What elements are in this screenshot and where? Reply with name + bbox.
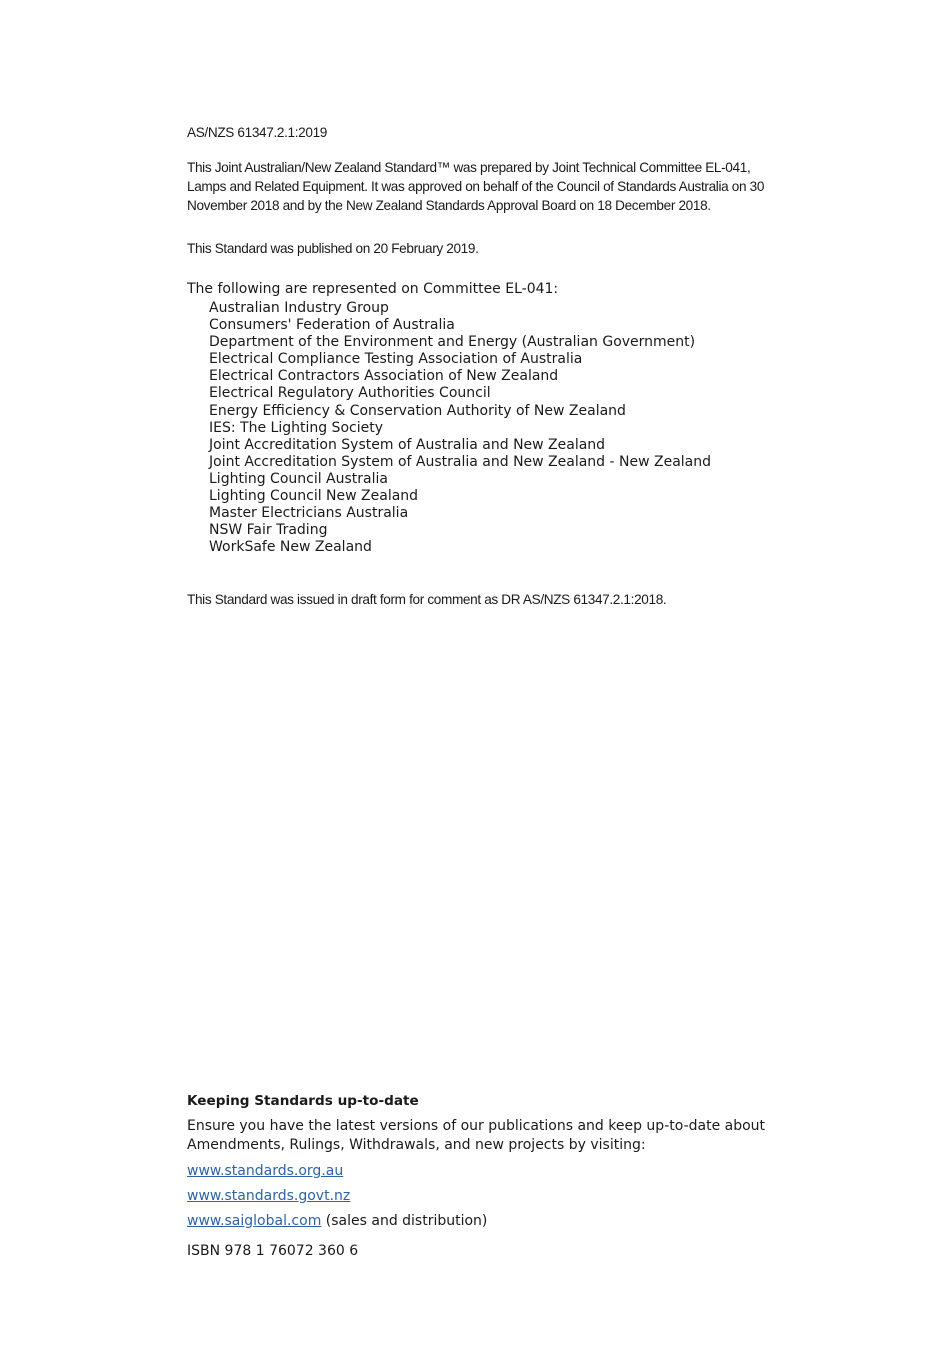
link-line-standards-nz [187, 1188, 350, 1204]
link-line-standards-au [187, 1163, 343, 1179]
committee-member: IES: The Lighting Society [209, 419, 383, 436]
document-code: AS/NZS 61347.2.1:2019 [187, 125, 328, 140]
committee-member: Australian Industry Group [209, 300, 389, 316]
keeping-up-to-date-text: Ensure you have the latest versions of our publications and keep up-to-date about Amendments, Rulings, Withdrawals, and new projects by visiting: [187, 1118, 766, 1153]
draft-statement: This Standard was issued in draft form for comment as DR AS/NZS 61347.2.1:2018. [187, 592, 667, 607]
committee-member: WorkSafe New Zealand [209, 539, 372, 556]
committee-member: Joint Accreditation System of Australia and New Zealand [209, 436, 606, 453]
committee-member: Lighting Council Australia [209, 470, 388, 487]
committee-member: Electrical Compliance Testing Association of Australia [209, 351, 583, 368]
committee-member: Electrical Contractors Association of New Zealand [209, 368, 559, 385]
committee-member: Joint Accreditation System of Australia and New Zealand - New Zealand [209, 453, 712, 470]
standards-au-link[interactable]: www.standards.org.au [187, 1163, 344, 1179]
standards-nz-link[interactable]: www.standards.govt.nz [187, 1188, 351, 1204]
saiglobal-suffix: (sales and distribution) [321, 1213, 488, 1229]
committee-member: Consumers' Federation of Australia [209, 317, 455, 334]
committee-member: Department of the Environment and Energy (Australian Government) [209, 334, 696, 351]
saiglobal-link[interactable]: www.saiglobal.com [187, 1213, 322, 1229]
link-line-saiglobal [187, 1213, 487, 1229]
committee-member: Energy Efficiency & Conservation Authority of New Zealand [209, 402, 626, 419]
published-statement: This Standard was published on 20 February 2019. [187, 241, 479, 256]
keeping-up-to-date-heading: Keeping Standards up-to-date [187, 1093, 419, 1109]
committee-member: Electrical Regulatory Authorities Council [209, 385, 491, 402]
committee-member: Lighting Council New Zealand [209, 488, 419, 505]
committee-heading: The following are represented on Committee EL-041: [187, 281, 559, 297]
committee-member: Master Electricians Australia [209, 505, 409, 522]
committee-members-list [209, 300, 711, 556]
committee-member: NSW Fair Trading [209, 522, 328, 539]
intro-paragraph: This Joint Australian/New Zealand Standard™ was prepared by Joint Technical Committee EL-041, Lamps and Related Equipment. It was approved on behalf of the Council of Standards Australia on 30 November 2018 and by the New Zealand Standards Approval Board on 18 December 2018. [187, 160, 765, 213]
isbn: ISBN 978 1 76072 360 6 [187, 1243, 359, 1259]
